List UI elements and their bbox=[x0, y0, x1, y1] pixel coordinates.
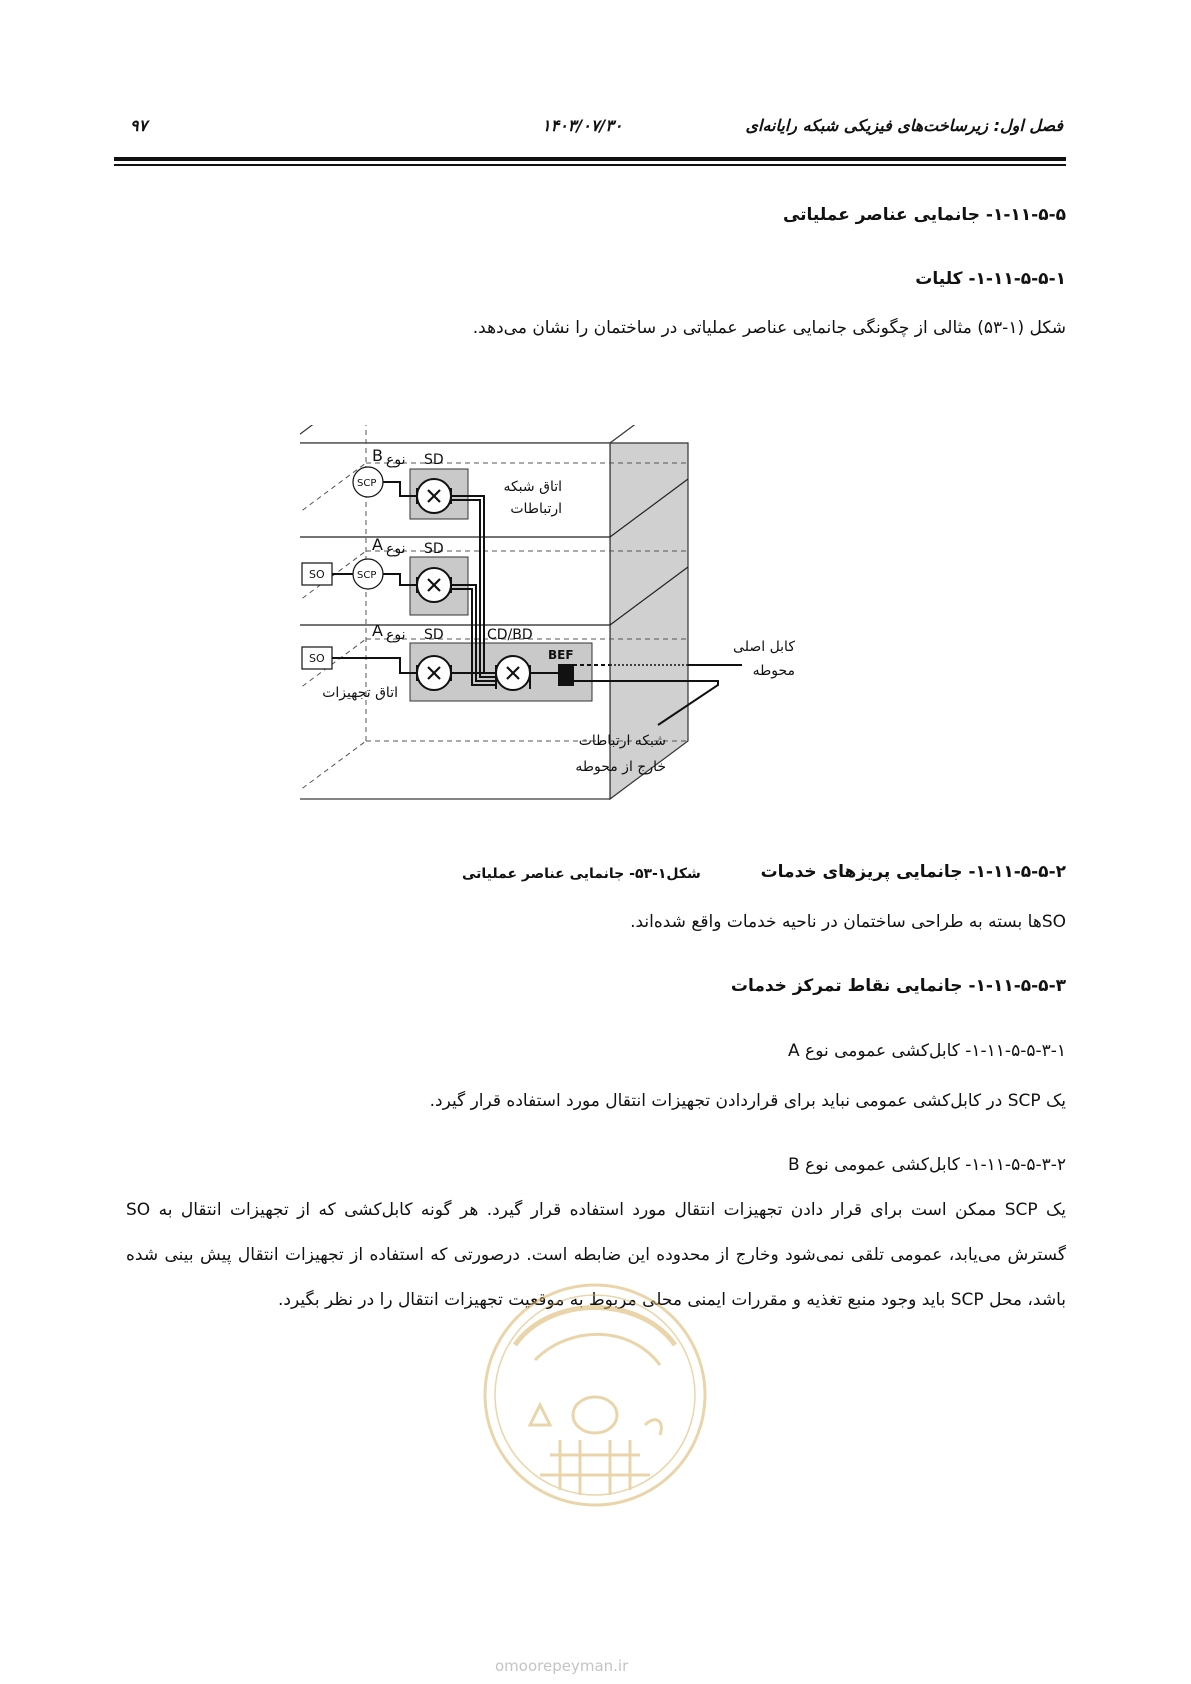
type-a-heading: ۱-۱۱-۵-۵-۳-۱- کابل‌کشی عمومی نوع A bbox=[788, 1041, 1066, 1061]
header-rule-thin bbox=[114, 164, 1066, 166]
campus-cable-label: محوطه bbox=[752, 663, 795, 679]
subsection-heading: ۱-۱۱-۵-۵-۱- کلیات bbox=[915, 269, 1066, 289]
external-network-label: شبکه ارتباطات bbox=[578, 733, 666, 749]
section-heading-outlets: ۱-۱۱-۵-۵-۲- جانمایی پریزهای خدمات bbox=[760, 862, 1066, 882]
sd-label: SD bbox=[424, 627, 444, 643]
type-b-letter: B bbox=[372, 446, 383, 465]
type-b-text: یک SCP ممکن است برای قرار دادن تجهیزات انتقال مورد استفاده قرار گیرد. هر گونه کابل‌کشی که از تجهیزات انتقال به SO گسترش می‌یابد، عمومی تلقی نمی‌شود وخارج از محدوده این ضابطه است. درصورتی که استفاده از تجهیزات انتقال پیش بینی شده باشد، محل SCP باید وجود منبع تغذیه و مقررات ایمنی محلی مربوط به موقعیت تجهیزات انتقال را در نظر بگیرد. bbox=[126, 1200, 1067, 1310]
external-network-label: خارج از محوطه bbox=[575, 759, 666, 775]
bef-symbol bbox=[558, 664, 574, 686]
header-rule bbox=[114, 157, 1066, 161]
type-b-heading: ۱-۱۱-۵-۵-۳-۲- کابل‌کشی عمومی نوع B bbox=[787, 1155, 1066, 1175]
type-a-word: نوع bbox=[386, 627, 406, 643]
operational-elements-diagram bbox=[300, 425, 860, 865]
scp-label: SCP bbox=[357, 478, 377, 489]
campus-cable-label: کابل اصلی bbox=[733, 639, 795, 655]
building-top-face bbox=[300, 425, 688, 443]
telecom-room-label: اتاق شبکه bbox=[503, 479, 562, 495]
type-a-letter: A bbox=[372, 535, 383, 554]
document-date: ۱۴۰۳/۰۷/۳۰ bbox=[542, 116, 623, 135]
telecom-room-label: ارتباطات bbox=[510, 501, 562, 517]
bef-label: BEF bbox=[548, 648, 574, 662]
sd-label: SD bbox=[424, 452, 444, 468]
equipment-room-label: اتاق تجهیزات bbox=[322, 685, 398, 701]
cd-bd-label: CD/BD bbox=[487, 627, 533, 643]
watermark-logo bbox=[480, 1265, 710, 1525]
type-b-word: نوع bbox=[386, 452, 406, 468]
type-a-text: یک SCP در کابل‌کشی عمومی نباید برای قراردادن تجهیزات انتقال مورد استفاده قرار گیرد. bbox=[429, 1091, 1066, 1111]
type-a-word: نوع bbox=[386, 541, 406, 557]
intro-text: شکل (۱-۵۳) مثالی از چگونگی جانمایی عناصر عملیاتی در ساختمان را نشان می‌دهد. bbox=[472, 318, 1066, 338]
type-a-letter: A bbox=[372, 621, 383, 640]
figure-caption: شکل۱-۵۳- جانمایی عناصر عملیاتی bbox=[462, 866, 701, 882]
section-heading-points: ۱-۱۱-۵-۵-۳- جانمایی نقاط تمرکز خدمات bbox=[730, 976, 1066, 996]
page-number: ۹۷ bbox=[130, 116, 148, 135]
outlets-text: SOها بسته به طراحی ساختمان در ناحیه خدمات واقع شده‌اند. bbox=[630, 912, 1066, 932]
scp-label: SCP bbox=[357, 570, 377, 581]
chapter-title: فصل اول: زیرساخت‌های فیزیکی شبکه رایانه‌ای bbox=[745, 116, 1063, 135]
section-heading: ۱-۱۱-۵-۵- جانمایی عناصر عملیاتی bbox=[782, 205, 1066, 225]
so-label: SO bbox=[309, 568, 325, 581]
so-label: SO bbox=[309, 652, 325, 665]
watermark-url: omoorepeyman.ir bbox=[495, 1657, 629, 1675]
sd-label: SD bbox=[424, 541, 444, 557]
